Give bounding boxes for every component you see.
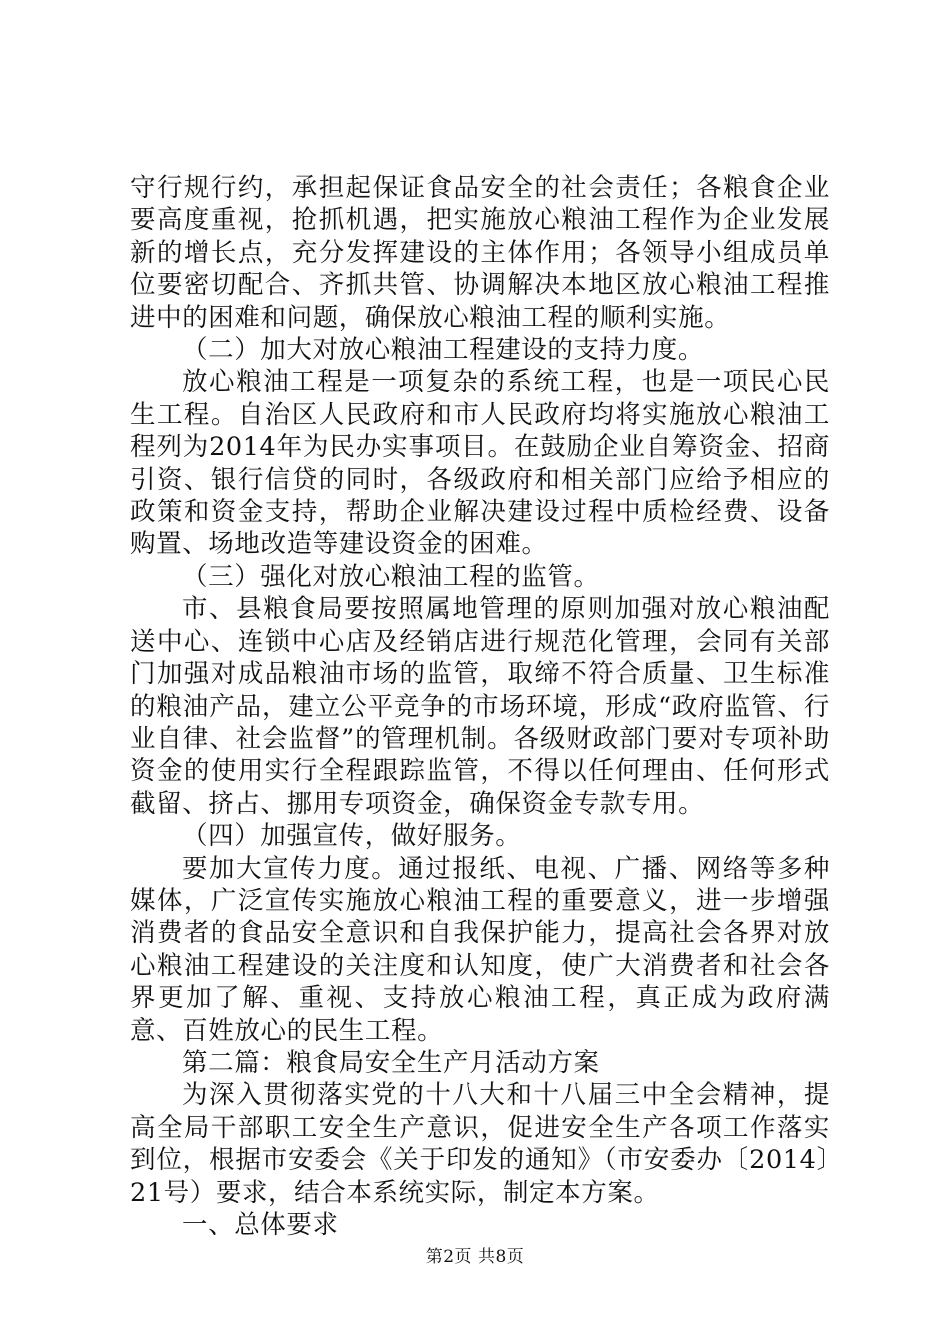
paragraph-supervision: 市、县粮食局要按照属地管理的原则加强对放心粮油配送中心、连锁中心店及经销店进行规范化管理，会同有关部门加强对成品粮油市场的监管，取缔不符合质量、卫生标准的粮油产品，建立公平竞争的市场环境，形成“政府监管、行业自律、社会监督”的管理机制。各级财政部门要对专项补助资金的使用实行全程跟踪监管，不得以任何理由、任何形式截留、挤占、挪用专项资金，确保资金专款专用。: [130, 594, 830, 819]
section-heading-4: （四）加强宣传，做好服务。: [182, 821, 522, 852]
paragraph-support: 放心粮油工程是一项复杂的系统工程，也是一项民心民生工程。自治区人民政府和市人民政府均将实施放心粮油工程列为2014年为民办实事项目。在鼓励企业自筹资金、招商引资、银行信贷的同时，各级政府和相关部门应给予相应的政策和资金支持，帮助企业解决建设过程中质检经费、设备购置、场地改造等建设资金的困难。: [130, 367, 830, 560]
document-body: [130, 172, 830, 1241]
paragraph-continuation: 守行规行约，承担起保证食品安全的社会责任；各粮食企业要高度重视，抢抓机遇，把实施放心粮油工程作为企业发展新的增长点，充分发挥建设的主体作用；各领导小组成员单位要密切配合、齐抓共管、协调解决本地区放心粮油工程推进中的困难和问题，确保放心粮油工程的顺利实施。: [130, 173, 830, 333]
section-heading-3: （三）强化对放心粮油工程的监管。: [182, 561, 600, 592]
chapter-title: 第二篇：粮食局安全生产月活动方案: [182, 1047, 600, 1078]
paragraph-publicity: 要加大宣传力度。通过报纸、电视、广播、网络等多种媒体，广泛宣传实施放心粮油工程的重要意义，进一步增强消费者的食品安全意识和自我保护能力，提高社会各界对放心粮油工程建设的关注度和认知度，使广大消费者和社会各界更加了解、重视、支持放心粮油工程，真正成为政府满意、百姓放心的民生工程。: [130, 853, 830, 1046]
section-heading-general: 一、总体要求: [182, 1210, 339, 1240]
paragraph-intro: 为深入贯彻落实党的十八大和十八届三中全会精神，提高全局干部职工安全生产意识，促进安全生产各项工作落实到位，根据市安委会《关于印发的通知》（市安委办〔2014〕21号）要求，结合本系统实际，制定本方案。: [130, 1080, 830, 1208]
section-heading-2: （二）加大对放心粮油工程建设的支持力度。: [182, 335, 705, 366]
page-number: 第2页 共8页: [425, 1247, 525, 1267]
